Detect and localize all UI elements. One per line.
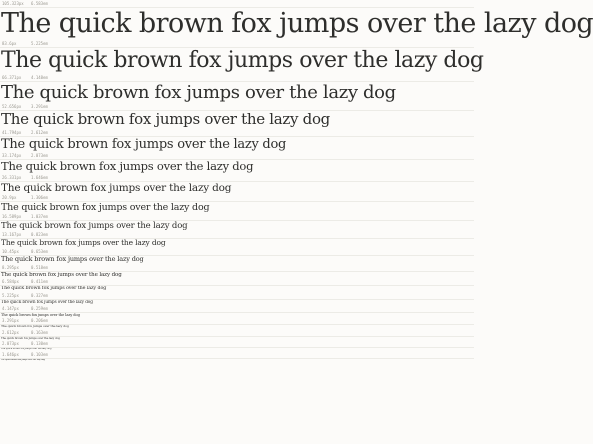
- size-label: [0, 329, 474, 337]
- size-label: [0, 231, 474, 239]
- em-value: 5.225em: [31, 40, 48, 46]
- pangram-sample: The quick brown fox jumps over the lazy dog: [1, 159, 254, 174]
- specimen-row: [0, 264, 474, 278]
- specimen-row: [0, 129, 474, 152]
- specimen-row: [0, 194, 474, 213]
- size-label: [0, 340, 474, 348]
- px-value: 10.45px: [2, 249, 19, 255]
- px-value: 4.147px: [2, 305, 19, 311]
- em-value: 0.206em: [31, 318, 48, 324]
- specimen-row: [0, 174, 474, 194]
- em-value: 0.327em: [31, 292, 48, 298]
- pangram-sample: The quick brown fox jumps over the lazy dog: [1, 202, 210, 213]
- pangram-sample: The quick brown fox jumps over the lazy dog: [1, 286, 107, 292]
- size-label: [0, 213, 474, 221]
- size-label: [0, 351, 474, 359]
- px-value: 83.6px: [2, 40, 17, 46]
- px-value: 6.584px: [2, 279, 19, 285]
- pangram-sample: The quick brown fox jumps over the lazy dog: [1, 324, 69, 329]
- pangram-sample: The quick brown fox jumps over the lazy dog: [1, 358, 45, 361]
- specimen-row: [0, 0, 593, 40]
- specimen-row: [0, 248, 474, 264]
- px-value: 3.291px: [2, 318, 19, 324]
- em-value: 0.823em: [31, 232, 48, 238]
- em-value: 0.411em: [31, 279, 48, 285]
- em-value: 1.306em: [31, 195, 48, 200]
- px-value: 105.323px: [2, 1, 24, 6]
- size-label: [0, 174, 474, 182]
- size-label: [0, 248, 474, 256]
- px-value: 2.612px: [2, 329, 19, 335]
- px-value: 41.794px: [2, 129, 22, 135]
- pangram-sample: The quick brown fox jumps over the lazy dog: [1, 47, 484, 73]
- em-value: 6.583em: [31, 1, 48, 6]
- px-value: 2.073px: [2, 340, 19, 346]
- px-value: 33.174px: [2, 153, 22, 159]
- specimen-row: [0, 103, 474, 129]
- px-value: 8.295px: [2, 264, 19, 270]
- specimen-row: [0, 40, 484, 74]
- size-label: [0, 292, 474, 300]
- px-value: 66.371px: [2, 74, 22, 80]
- pangram-sample: The quick brown fox jumps over the lazy dog: [1, 81, 396, 103]
- size-label: [0, 0, 474, 8]
- em-value: 1.037em: [31, 214, 48, 220]
- pangram-sample: The quick brown fox jumps over the lazy dog: [1, 110, 330, 129]
- em-value: 0.163em: [31, 329, 48, 335]
- pangram-sample: The quick brown fox jumps over the lazy dog: [1, 271, 122, 278]
- pangram-sample: The quick brown fox jumps over the lazy dog: [1, 221, 188, 232]
- specimen-row: [0, 351, 474, 361]
- px-value: 52.656px: [2, 104, 22, 110]
- pangram-sample: The quick brown fox jumps over the lazy dog: [1, 181, 232, 194]
- size-label: [0, 317, 474, 325]
- size-label: [0, 74, 474, 82]
- em-value: 0.518em: [31, 264, 48, 270]
- specimen-row: [0, 278, 474, 292]
- px-value: 5.225px: [2, 292, 19, 298]
- size-label: [0, 264, 474, 272]
- size-label: [0, 194, 474, 202]
- size-label: [0, 129, 474, 137]
- specimen-row: [0, 213, 474, 231]
- em-value: 2.073em: [31, 153, 48, 159]
- specimen-row: [0, 292, 474, 305]
- size-label: [0, 152, 474, 160]
- em-value: 0.259em: [31, 305, 48, 311]
- pangram-sample: The quick brown fox jumps over the lazy dog: [1, 255, 144, 264]
- pangram-sample: The quick brown fox jumps over the lazy dog: [1, 298, 93, 304]
- size-label: [0, 103, 474, 111]
- px-value: 26.331px: [2, 174, 22, 180]
- em-value: 3.291em: [31, 104, 48, 110]
- specimen-row: [0, 329, 474, 340]
- size-label: [0, 305, 474, 313]
- em-value: 0.130em: [31, 340, 48, 346]
- pangram-sample: The quick brown fox jumps over the lazy dog: [1, 335, 60, 340]
- specimen-row: [0, 305, 474, 317]
- pangram-sample: The quick brown fox jumps over the lazy dog: [1, 238, 166, 248]
- pangram-sample: The quick brown fox jumps over the lazy dog: [1, 136, 287, 152]
- pangram-sample: The quick brown fox jumps over the lazy dog: [1, 312, 80, 317]
- em-value: 4.148em: [31, 74, 48, 80]
- em-value: 1.646em: [31, 174, 48, 180]
- em-value: 0.653em: [31, 249, 48, 255]
- size-label: [0, 40, 474, 48]
- px-value: 13.167px: [2, 232, 22, 238]
- pangram-sample: The quick brown fox jumps over the lazy dog: [1, 8, 593, 39]
- px-value: 1.646px: [2, 351, 19, 357]
- pangram-sample: The quick brown fox jumps over the lazy dog: [1, 346, 52, 350]
- specimen-row: [0, 340, 474, 351]
- specimen-row: [0, 231, 474, 248]
- size-label: [0, 278, 474, 286]
- px-value: 20.9px: [2, 195, 17, 200]
- em-value: 2.612em: [31, 129, 48, 135]
- specimen-row: [0, 152, 474, 174]
- px-value: 16.589px: [2, 214, 22, 220]
- specimen-row: [0, 317, 474, 329]
- specimen-row: [0, 74, 474, 103]
- em-value: 0.103em: [31, 351, 48, 357]
